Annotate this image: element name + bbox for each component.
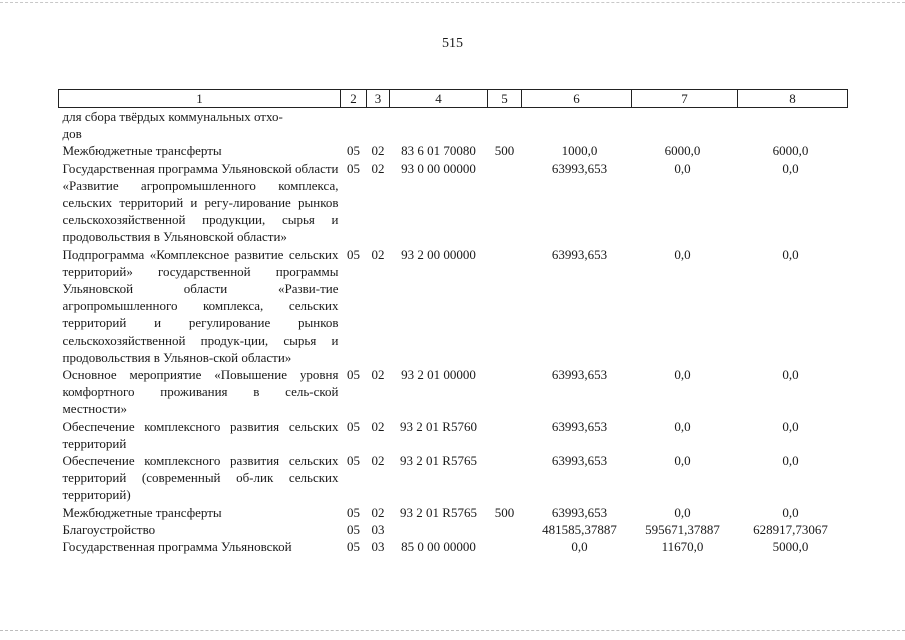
- scan-top-edge: [0, 2, 905, 4]
- row-target-code: 85 0 00 00000: [401, 539, 476, 555]
- row-target-code: 93 2 01 R5760: [400, 418, 477, 434]
- row-expense-type: [488, 521, 522, 538]
- row-expense-type: [488, 246, 522, 366]
- row-amount-col8: 0,0: [782, 246, 799, 262]
- row-amount-col8: 0,0: [782, 418, 799, 434]
- table-row: [59, 366, 848, 418]
- row-subsection: [367, 108, 390, 143]
- row-expense-type: 500: [494, 504, 515, 520]
- scan-bottom-edge: [0, 630, 905, 632]
- row-target-code: [390, 108, 488, 143]
- table-row: [59, 521, 848, 538]
- row-amount-col6: 63993,653: [551, 453, 608, 469]
- column-header: 7: [632, 90, 738, 108]
- row-amount-col8: 0,0: [782, 367, 799, 383]
- table-row: [59, 246, 848, 366]
- row-section: 05: [347, 246, 360, 262]
- budget-table: [58, 89, 848, 555]
- row-target-code: [390, 521, 488, 538]
- row-amount-col6: 0,0: [571, 539, 588, 555]
- column-header: 6: [522, 90, 632, 108]
- row-name: Благоустройство: [62, 521, 156, 537]
- row-amount-col6: [522, 108, 632, 143]
- page-number: 515: [442, 36, 463, 51]
- row-name: Межбюджетные трансферты: [62, 504, 222, 520]
- row-name: Государственная программа Ульяновской: [62, 539, 292, 555]
- row-amount-col8: 628917,73067: [753, 521, 828, 537]
- row-amount-col7: 0,0: [674, 246, 691, 262]
- row-subsection: 03: [371, 521, 385, 537]
- row-amount-col7: 595671,37887: [645, 521, 720, 537]
- row-name: Основное мероприятие «Повышение уровня комфортного проживания в сель-ской местности»: [62, 367, 339, 417]
- row-amount-col7: 0,0: [674, 504, 691, 520]
- row-section: 05: [347, 418, 360, 434]
- row-section: [341, 108, 367, 143]
- row-subsection: 02: [371, 160, 385, 176]
- row-target-code: 93 2 01 00000: [401, 367, 476, 383]
- row-amount-col6: 1000,0: [561, 143, 598, 159]
- row-expense-type: [488, 108, 522, 143]
- table-row: [59, 142, 848, 159]
- row-amount-col7: 0,0: [674, 160, 691, 176]
- row-subsection: 02: [371, 246, 385, 262]
- table-row: [59, 108, 848, 143]
- row-section: 05: [347, 521, 360, 537]
- row-expense-type: [488, 452, 522, 504]
- row-target-code: 93 0 00 00000: [401, 160, 476, 176]
- row-amount-col8: 0,0: [782, 160, 799, 176]
- row-section: 05: [347, 539, 360, 555]
- row-amount-col7: 6000,0: [664, 143, 701, 159]
- row-amount-col7: [632, 108, 738, 143]
- row-amount-col8: [738, 108, 848, 143]
- row-subsection: 03: [371, 539, 385, 555]
- row-section: 05: [347, 367, 360, 383]
- column-header: 3: [367, 90, 390, 108]
- column-header: 2: [341, 90, 367, 108]
- row-section: 05: [347, 143, 360, 159]
- row-name: Обеспечение комплексного развития сельских территорий (современный об-лик сельских территорий): [62, 453, 339, 503]
- row-name: Обеспечение комплексного развития сельских территорий: [62, 418, 339, 451]
- row-amount-col6: 63993,653: [551, 504, 608, 520]
- column-header: 8: [738, 90, 848, 108]
- table-header-row: [59, 90, 848, 108]
- row-amount-col7: 0,0: [674, 453, 691, 469]
- row-amount-col8: 0,0: [782, 504, 799, 520]
- row-amount-col6: 63993,653: [551, 246, 608, 262]
- row-amount-col7: 0,0: [674, 418, 691, 434]
- column-header: 5: [488, 90, 522, 108]
- row-target-code: 93 2 00 00000: [401, 246, 476, 262]
- row-amount-col6: 63993,653: [551, 367, 608, 383]
- row-target-code: 93 2 01 R5765: [400, 504, 477, 520]
- row-expense-type: 500: [494, 143, 515, 159]
- row-amount-col8: 5000,0: [772, 539, 809, 555]
- table-row: [59, 538, 848, 555]
- row-name: Межбюджетные трансферты: [62, 143, 222, 159]
- row-target-code: 93 2 01 R5765: [400, 453, 477, 469]
- row-expense-type: [488, 418, 522, 452]
- table-row: [59, 504, 848, 521]
- row-section: 05: [347, 504, 360, 520]
- column-header: 1: [59, 90, 341, 108]
- row-name: Государственная программа Ульяновской области «Развитие агропромышленного комплекса, сельских территорий и регу-лирование рынков сельскохозяйственной продукции, сырья и продовольствия в Ульяновской области»: [62, 160, 339, 245]
- row-amount-col6: 481585,37887: [542, 521, 617, 537]
- row-name: Подпрограмма «Комплексное развитие сельских территорий» государственной программы Ульяновской области «Разви-тие агропромышленного комплекса, сельских территорий и регулирование рынков сельскохозяйственной продук-ции, сырья и продовольствия в Ульянов-ской области»: [62, 246, 339, 365]
- column-header: 4: [390, 90, 488, 108]
- row-subsection: 02: [371, 453, 385, 469]
- table-row: [59, 418, 848, 452]
- row-section: 05: [347, 160, 360, 176]
- table-row: [59, 160, 848, 246]
- row-subsection: 02: [371, 504, 385, 520]
- row-amount-col8: 6000,0: [772, 143, 809, 159]
- row-subsection: 02: [371, 367, 385, 383]
- row-amount-col8: 0,0: [782, 453, 799, 469]
- row-section: 05: [347, 453, 360, 469]
- row-subsection: 02: [371, 143, 385, 159]
- row-expense-type: [488, 160, 522, 246]
- table-row: [59, 452, 848, 504]
- row-amount-col7: 0,0: [674, 367, 691, 383]
- row-amount-col6: 63993,653: [551, 160, 608, 176]
- row-expense-type: [488, 538, 522, 555]
- row-amount-col7: 11670,0: [661, 539, 704, 555]
- row-expense-type: [488, 366, 522, 418]
- row-name: для сбора твёрдых коммунальных отхо- дов: [62, 109, 283, 142]
- row-amount-col6: 63993,653: [551, 418, 608, 434]
- row-subsection: 02: [371, 418, 385, 434]
- row-target-code: 83 6 01 70080: [401, 143, 476, 159]
